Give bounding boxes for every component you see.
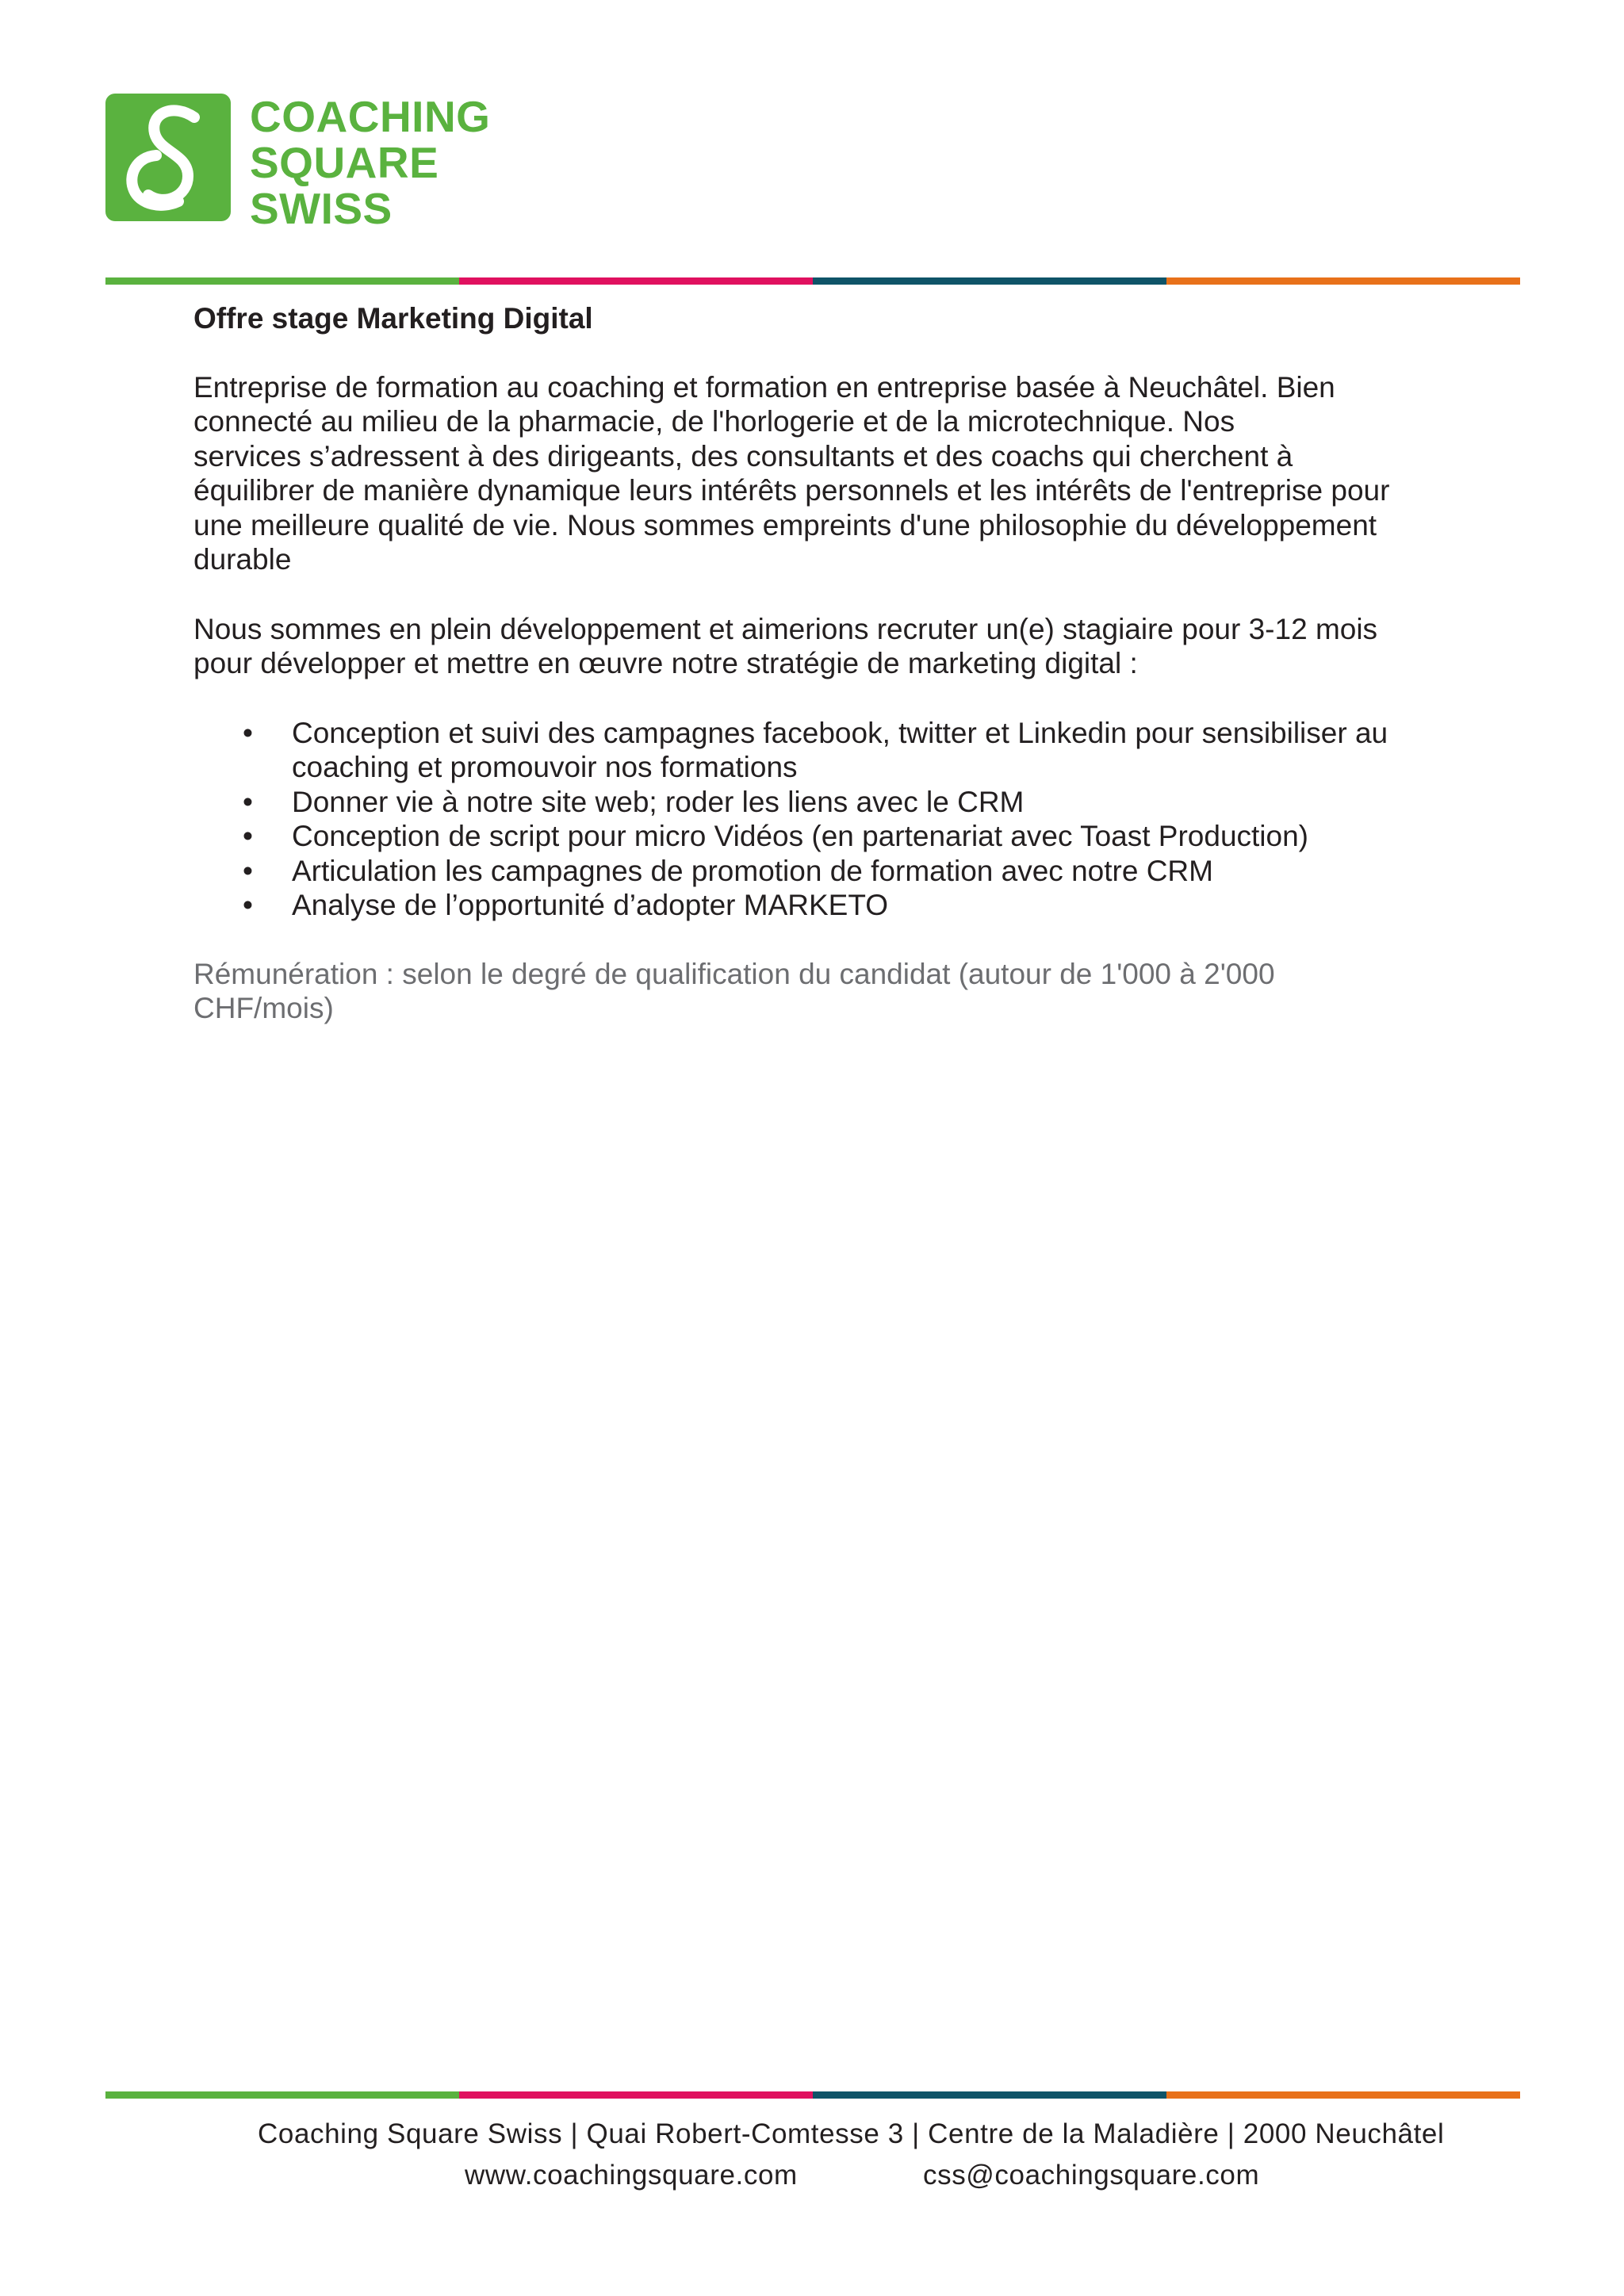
bullet-icon: • bbox=[243, 716, 253, 749]
stripe-green bbox=[105, 277, 459, 285]
logo-word-3: SWISS bbox=[250, 184, 393, 233]
s-curve-icon bbox=[105, 94, 231, 221]
footer-divider-stripe bbox=[105, 2091, 1520, 2099]
intro-line: une meilleure qualité de vie. Nous sommes empreints d'une philosophie du développement bbox=[193, 508, 1377, 541]
task-text: Analyse de l’opportunité d’adopter MARKETO bbox=[292, 889, 889, 921]
document-body bbox=[193, 301, 1438, 1026]
intro-line: services s’adressent à des dirigeants, des consultants et des coachs qui cherchent à bbox=[193, 439, 1293, 473]
recruit-line: pour développer et mettre en œuvre notre stratégie de marketing digital : bbox=[193, 647, 1138, 679]
bullet-icon: • bbox=[243, 820, 253, 852]
bullet-icon: • bbox=[243, 889, 253, 921]
stripe-magenta bbox=[459, 277, 813, 285]
task-text: Donner vie à notre site web; roder les liens avec le CRM bbox=[292, 785, 1025, 818]
list-item bbox=[193, 819, 1438, 854]
footer-website-link[interactable]: www.coachingsquare.com bbox=[465, 2160, 798, 2191]
list-item bbox=[193, 888, 1438, 923]
stripe-orange bbox=[1166, 2091, 1520, 2099]
footer-address: Coaching Square Swiss | Quai Robert-Comtesse 3 | Centre de la Maladière | 2000 Neuchâtel bbox=[258, 2118, 1445, 2149]
logo-word-1: COACHING bbox=[250, 92, 491, 141]
stripe-teal bbox=[813, 2091, 1166, 2099]
task-list bbox=[193, 716, 1438, 923]
logo-word-2: SQUARE bbox=[250, 138, 439, 187]
remuneration-line: Rémunération : selon le degré de qualification du candidat (autour de 1'000 à 2'000 bbox=[193, 957, 1275, 990]
intro-line: connecté au milieu de la pharmacie, de l'horlogerie et de la microtechnique. Nos bbox=[193, 405, 1235, 438]
intro-line: Entreprise de formation au coaching et formation en entreprise basée à Neuchâtel. Bien bbox=[193, 370, 1335, 404]
recruit-line: Nous sommes en plein développement et aimerions recruter un(e) stagiaire pour 3-12 mois bbox=[193, 612, 1378, 645]
intro-line: équilibrer de manière dynamique leurs intérêts personnels et les intérêts de l'entreprise pour bbox=[193, 474, 1390, 507]
footer-email-link[interactable]: css@coachingsquare.com bbox=[923, 2160, 1260, 2191]
recruitment-paragraph bbox=[193, 612, 1438, 681]
company-logo bbox=[105, 94, 490, 232]
task-text: Conception de script pour micro Vidéos (en partenariat avec Toast Production) bbox=[292, 820, 1308, 852]
stripe-green bbox=[105, 2091, 459, 2099]
stripe-orange bbox=[1166, 277, 1520, 285]
task-text: Conception et suivi des campagnes facebook, twitter et Linkedin pour sensibiliser au bbox=[292, 716, 1388, 749]
task-text: Articulation les campagnes de promotion de formation avec notre CRM bbox=[292, 854, 1213, 887]
stripe-magenta bbox=[459, 2091, 813, 2099]
logo-wordmark bbox=[250, 94, 490, 232]
intro-line: durable bbox=[193, 543, 292, 576]
task-text: coaching et promouvoir nos formations bbox=[292, 751, 798, 783]
list-item bbox=[193, 854, 1438, 889]
list-item bbox=[193, 716, 1438, 785]
remuneration-line: CHF/mois) bbox=[193, 992, 334, 1024]
header-divider-stripe bbox=[105, 277, 1520, 285]
bullet-icon: • bbox=[243, 854, 253, 887]
company-intro-paragraph bbox=[193, 370, 1438, 577]
remuneration-paragraph bbox=[193, 957, 1438, 1026]
document-title: Offre stage Marketing Digital bbox=[193, 302, 593, 335]
stripe-teal bbox=[813, 277, 1166, 285]
bullet-icon: • bbox=[243, 785, 253, 818]
list-item bbox=[193, 785, 1438, 820]
